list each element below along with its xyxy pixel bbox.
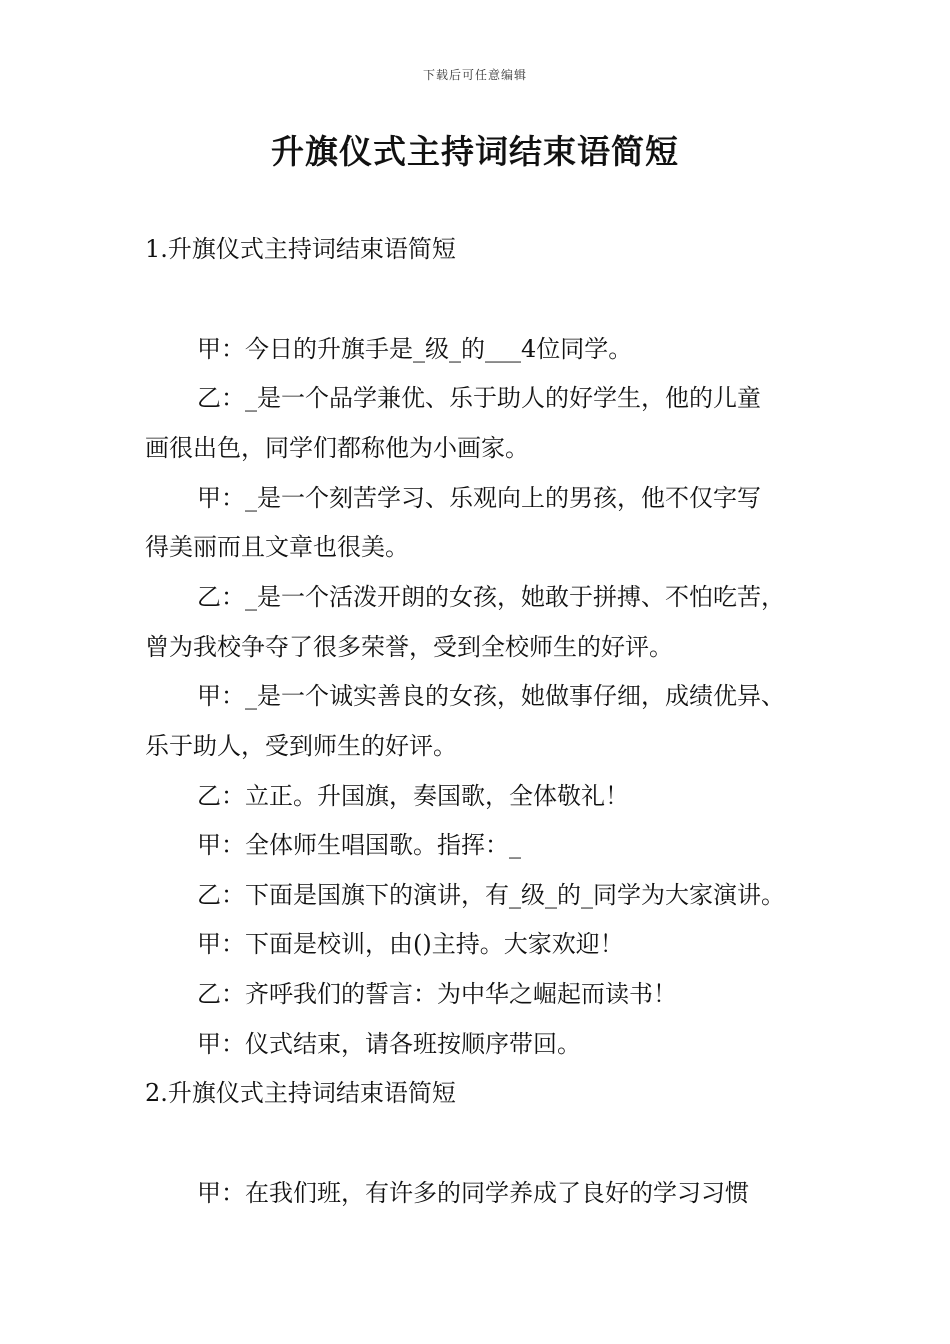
paragraph-line: 甲：在我们班，有许多的同学养成了良好的学习习惯 (197, 1179, 749, 1207)
paragraph-line: 乐于助人，受到师生的好评。 (145, 732, 457, 760)
paragraph-line: 甲：_是一个诚实善良的女孩，她做事仔细，成绩优异、 (197, 682, 785, 710)
paragraph-line: 得美丽而且文章也很美。 (145, 533, 409, 561)
paragraph-line: 甲：今日的升旗手是_级_的___4位同学。 (197, 335, 633, 363)
paragraph-line: 曾为我校争夺了很多荣誉，受到全校师生的好评。 (145, 633, 673, 661)
paragraph-line: 甲：仪式结束，请各班按顺序带回。 (197, 1030, 581, 1058)
paragraph-line: 甲：_是一个刻苦学习、乐观向上的男孩，他不仅字写 (197, 484, 761, 512)
paragraph-line: 乙：立正。升国旗，奏国歌，全体敬礼！ (197, 782, 629, 810)
paragraph-line: 乙：_是一个活泼开朗的女孩，她敢于拼搏、不怕吃苦， (197, 583, 785, 611)
section-heading-1: 1.升旗仪式主持词结束语简短 (145, 235, 456, 263)
paragraph-line: 甲：下面是校训，由()主持。大家欢迎！ (197, 930, 624, 958)
paragraph-line: 画很出色，同学们都称他为小画家。 (145, 434, 529, 462)
header-note: 下载后可任意编辑 (422, 68, 527, 82)
paragraph-line: 乙：_是一个品学兼优、乐于助人的好学生，他的儿童 (197, 384, 761, 412)
paragraph-line: 甲：全体师生唱国歌。指挥：_ (197, 831, 521, 859)
paragraph-line: 乙：齐呼我们的誓言：为中华之崛起而读书！ (197, 980, 677, 1008)
document-title: 升旗仪式主持词结束语简短 (271, 132, 679, 171)
section-heading-2: 2.升旗仪式主持词结束语简短 (145, 1079, 456, 1107)
paragraph-line: 乙：下面是国旗下的演讲，有_级_的_同学为大家演讲。 (197, 881, 785, 909)
